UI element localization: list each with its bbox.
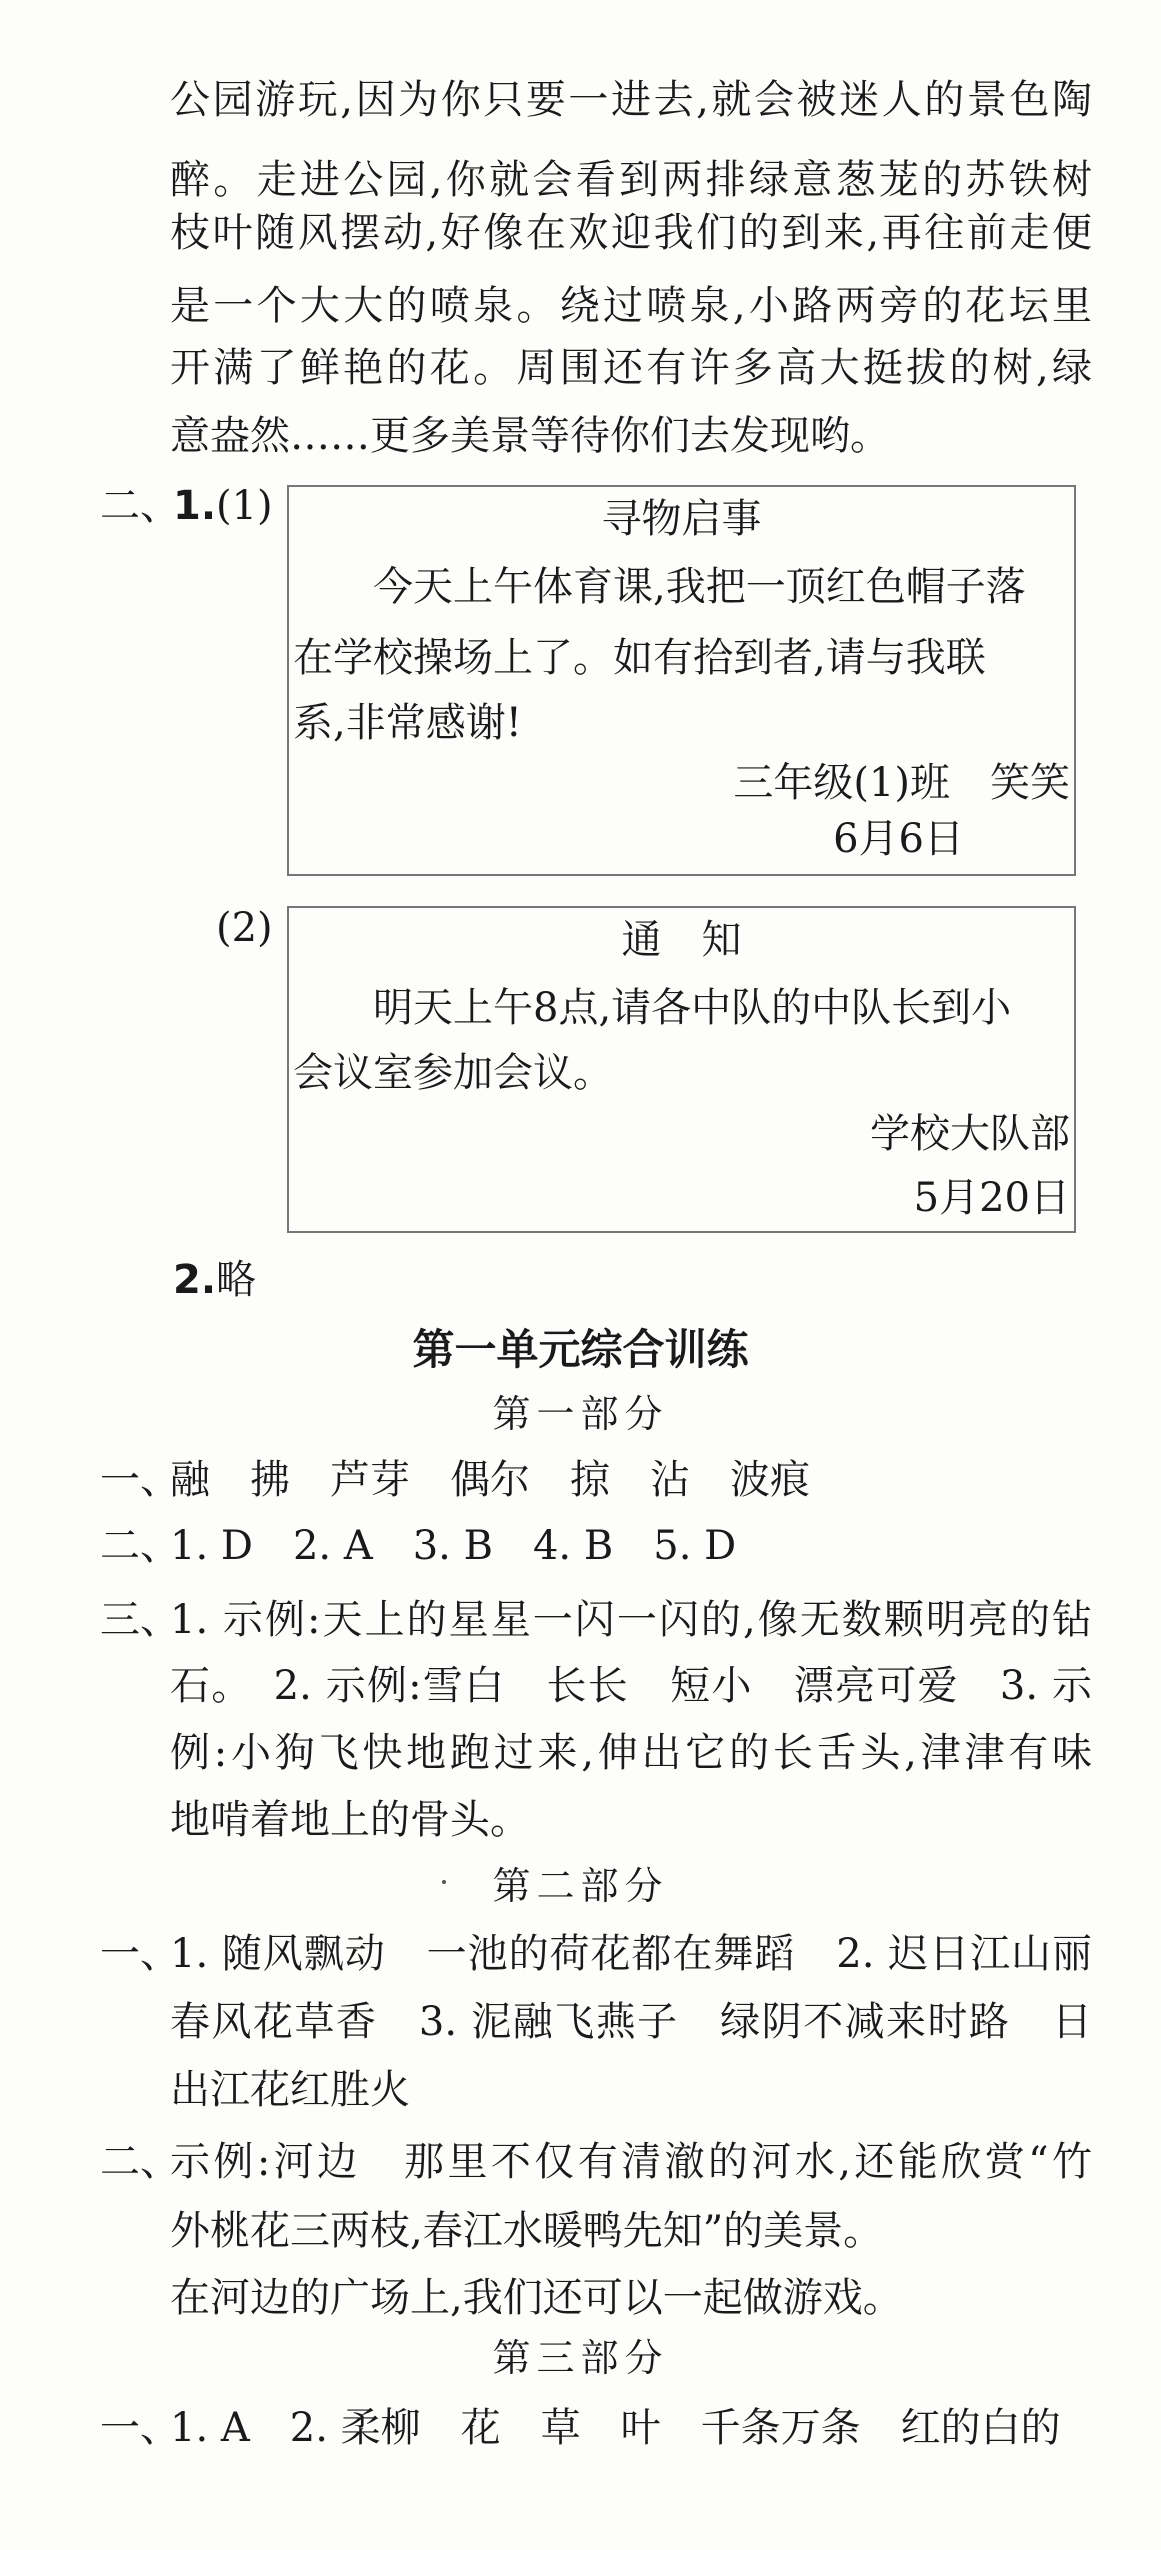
- essay-line-6: 意盎然……更多美景等待你们去发现哟。: [170, 413, 890, 459]
- question-1-number: 1.: [173, 483, 217, 529]
- meeting-notice-line-1: 明天上午8点,请各中队的中队长到小: [373, 985, 1012, 1031]
- lost-item-notice-line-2: 在学校操场上了。如有拾到者,请与我联: [293, 635, 986, 681]
- part-2-q1-line-3: 出江花红胜火: [170, 2067, 410, 2113]
- essay-line-2: 醉。走进公园,你就会看到两排绿意葱茏的苏铁树: [170, 157, 1092, 203]
- part-2-q1-line-2: 春风花草香 3. 泥融飞燕子 绿阴不减来时路 日: [170, 1999, 1092, 2045]
- meeting-notice-title: 通 知: [621, 917, 742, 963]
- part-1-q3-line-2: 石。 2. 示例:雪白 长长 短小 漂亮可爱 3. 示: [170, 1663, 1092, 1709]
- essay-line-3: 枝叶随风摆动,好像在欢迎我们的到来,再往前走便: [170, 210, 1092, 256]
- part-2-q2-line-3: 在河边的广场上,我们还可以一起做游戏。: [170, 2275, 903, 2321]
- part-2-q1-label: 一、: [100, 1931, 180, 1977]
- lost-item-notice-date: 6月6日: [833, 816, 964, 862]
- part-1-q2-label: 二、: [100, 1523, 180, 1569]
- part-3-title: 第三部分: [492, 2336, 669, 2380]
- part-3-q1-label: 一、: [100, 2405, 180, 2451]
- meeting-notice-box: [287, 906, 1076, 1233]
- part-1-q1-answer: 融 拂 芦芽 偶尔 掠 沾 波痕: [170, 1457, 810, 1503]
- lost-item-notice-line-3: 系,非常感谢!: [293, 700, 522, 746]
- part-3-q1-answer: 1. A 2. 柔柳 花 草 叶 千条万条 红的白的: [170, 2405, 1061, 2451]
- part-2-q2-line-2: 外桃花三两枝,春江水暖鸭先知”的美景。: [170, 2208, 884, 2254]
- lost-item-notice-signer: 三年级(1)班 笑笑: [733, 760, 1070, 806]
- question-2-answer: 略: [216, 1257, 256, 1303]
- essay-line-5: 开满了鲜艳的花。周围还有许多高大挺拔的树,绿: [170, 345, 1092, 391]
- part-2-q1-line-1: 1. 随风飘动 一池的荷花都在舞蹈 2. 迟日江山丽: [170, 1931, 1092, 1977]
- lost-item-notice-title: 寻物启事: [601, 496, 762, 542]
- subquestion-1-label: (1): [216, 483, 273, 529]
- part-1-q3-line-3: 例:小狗飞快地跑过来,伸出它的长舌头,津津有味: [170, 1730, 1092, 1776]
- part-2-title: 第二部分: [492, 1864, 669, 1908]
- lost-item-notice-line-1: 今天上午体育课,我把一顶红色帽子落: [373, 564, 1026, 610]
- part-1-q1-label: 一、: [100, 1457, 180, 1503]
- part-2-q2-line-1: 示例:河边 那里不仅有清澈的河水,还能欣赏“竹: [170, 2139, 1092, 2185]
- part-2-q2-label: 二、: [100, 2139, 180, 2185]
- part-1-q3-line-1: 1. 示例:天上的星星一闪一闪的,像无数颗明亮的钻: [170, 1597, 1092, 1643]
- lost-item-notice-box: [287, 485, 1076, 876]
- meeting-notice-date: 5月20日: [913, 1175, 1070, 1221]
- section-2-label: 二、: [100, 483, 180, 529]
- essay-line-1: 公园游玩,因为你只要一进去,就会被迷人的景色陶: [170, 77, 1092, 123]
- subquestion-2-label: (2): [216, 905, 273, 951]
- part-1-q3-label: 三、: [100, 1597, 180, 1643]
- unit-title: 第一单元综合训练: [412, 1325, 749, 1374]
- meeting-notice-signer: 学校大队部: [870, 1111, 1070, 1157]
- part-1-title: 第一部分: [492, 1392, 669, 1436]
- question-2-number: 2.: [173, 1257, 217, 1303]
- essay-line-4: 是一个大大的喷泉。绕过喷泉,小路两旁的花坛里: [170, 283, 1092, 329]
- part-1-q3-line-4: 地啃着地上的骨头。: [170, 1797, 530, 1843]
- part-1-q2-answer: 1. D 2. A 3. B 4. B 5. D: [170, 1523, 737, 1569]
- meeting-notice-line-2: 会议室参加会议。: [293, 1050, 613, 1096]
